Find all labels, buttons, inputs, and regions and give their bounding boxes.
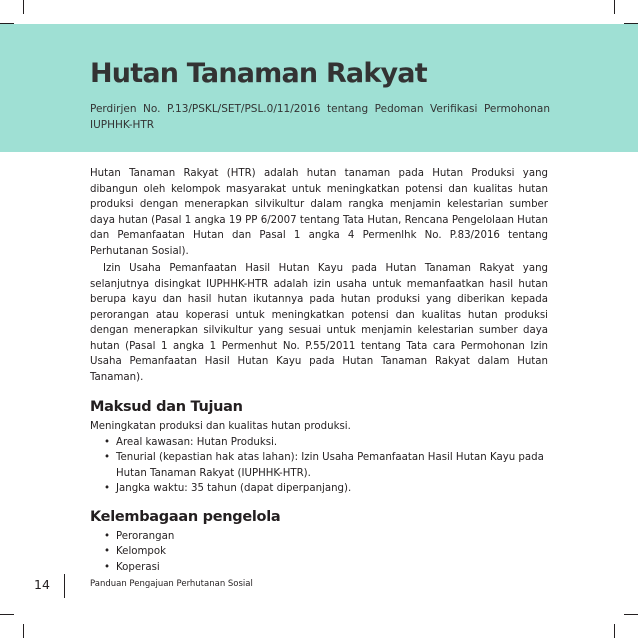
crop-mark — [23, 0, 24, 14]
bullet-icon: • — [104, 546, 111, 557]
bullet-icon: • — [104, 530, 111, 542]
list-item — [90, 544, 548, 560]
page-number: 14 — [34, 577, 50, 592]
footer-book-title: Panduan Pengajuan Perhutanan Sosial — [90, 579, 253, 589]
bullet-icon: • — [104, 561, 111, 573]
paragraph-iuphhk-definition: Izin Usaha Pemanfaatan Hasil Hutan Kayu pada Hutan Tanaman Rakyat yang selanjutnya disingkat IUPHHK-HTR adalah izin usaha untuk memanfaatkan hasil hutan berupa kayu dan hasil hutan ikutannya pada hutan produksi yang diberikan kepada perorangan atau koperasi untuk meningkatkan potensi dan kualitas hutan produksi dengan menerapkan silvikultur yang sesuai untuk menjamin kelestarian sumber daya hutan (Pasal 1 angka 1 Permenhut No. P.55/2011 tentang Tata cara Permohonan Izin Usaha Pemanfaatan Hasil Hutan Kayu pada Hutan Tanaman Rakyat dalam Hutan Tanaman). — [90, 263, 548, 383]
list-item — [90, 450, 548, 481]
page-title: Hutan Tanaman Rakyat — [90, 58, 427, 89]
list-item — [90, 435, 548, 451]
bullet-icon: • — [104, 436, 111, 448]
section-heading-kelembagaan: Kelembagaan pengelola — [90, 508, 281, 525]
crop-mark — [624, 614, 638, 615]
page-subtitle: Perdirjen No. P.13/PSKL/SET/PSL.0/11/2016 tentang Pedoman Verifikasi Permohonan IUPHHK-HTR — [90, 103, 550, 131]
list-item — [90, 560, 548, 576]
footer-divider — [64, 574, 65, 598]
kelembagaan-list — [90, 529, 548, 576]
list-item-text: Kelompok — [116, 546, 167, 557]
bullet-icon: • — [104, 483, 111, 494]
maksud-list — [90, 435, 548, 497]
list-item-text: Jangka waktu: 35 tahun (dapat diperpanjang). — [116, 483, 352, 494]
bullet-icon: • — [104, 452, 111, 463]
main-content — [90, 166, 548, 575]
list-item-text: Perorangan — [116, 530, 175, 542]
crop-mark — [23, 624, 24, 638]
maksud-intro: Meningkatan produksi dan kualitas hutan produksi. — [90, 421, 351, 432]
list-item — [90, 481, 548, 497]
crop-mark — [0, 614, 14, 615]
list-item-text: Koperasi — [116, 561, 160, 573]
crop-mark — [614, 0, 615, 14]
paragraph-htr-definition: Hutan Tanaman Rakyat (HTR) adalah hutan tanaman pada Hutan Produksi yang dibangun oleh kelompok masyarakat untuk meningkatkan potensi dan kualitas hutan produksi dengan menerapkan silvikultur dalam rangka menjamin kelestarian sumber daya hutan (Pasal 1 angka 19 PP 6/2007 tentang Tata Hutan, Rencana Pengelolaan Hutan dan Pemanfaatan Hutan dan Pasal 1 angka 4 Permenlhk No. P.83/2016 tentang Perhutanan Sosial). — [90, 168, 548, 257]
section-heading-maksud: Maksud dan Tujuan — [90, 399, 243, 415]
list-item-text: Areal kawasan: Hutan Produksi. — [116, 436, 278, 448]
list-item-text: Tenurial (kepastian hak atas lahan): Izin Usaha Pemanfaatan Hasil Hutan Kayu pada Hutan Tanaman Rakyat (IUPHHK-HTR). — [116, 452, 544, 479]
list-item — [90, 529, 548, 545]
crop-mark — [614, 624, 615, 638]
